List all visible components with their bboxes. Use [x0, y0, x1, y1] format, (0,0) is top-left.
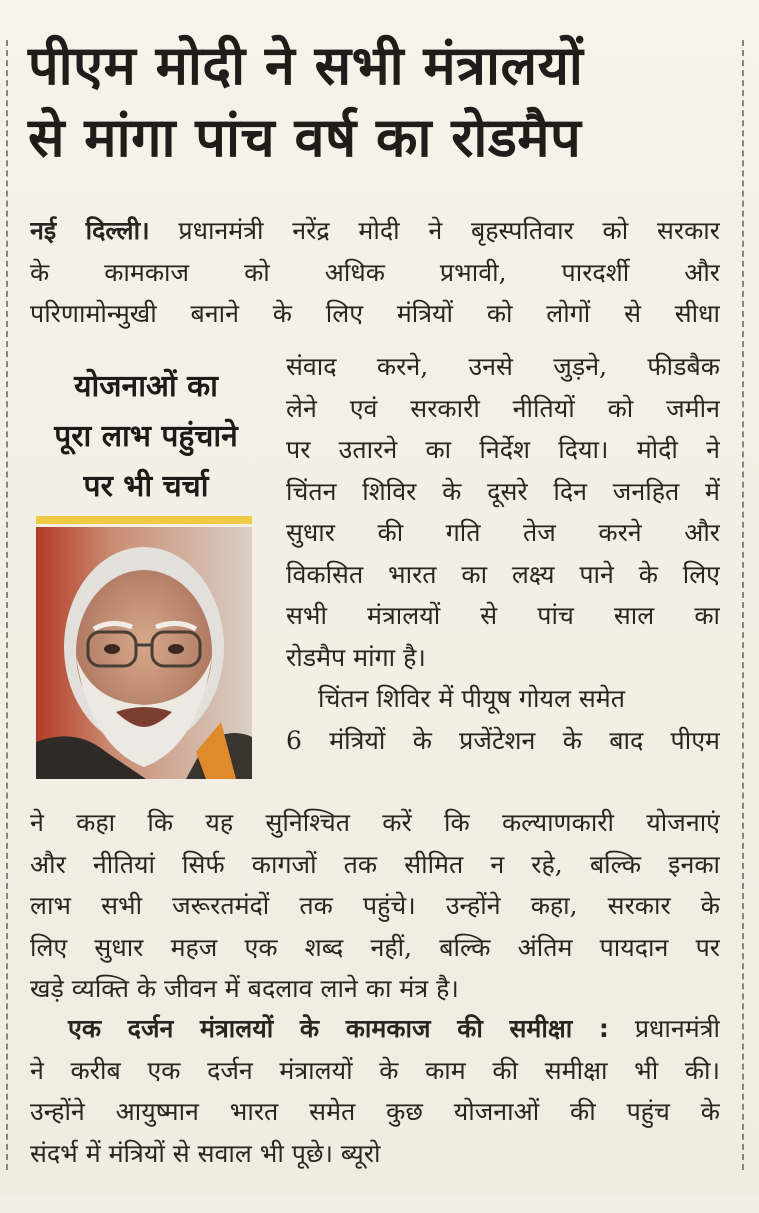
- paragraph-intro-line-2: के कामकाज को अधिक प्रभावी, पारदर्शी और: [30, 257, 720, 287]
- photo-top-rule: [36, 516, 252, 524]
- paragraph-review-line-1: प्रधानमंत्री: [634, 1014, 720, 1043]
- column-text: [286, 346, 720, 761]
- dateline: नई दिल्ली।: [30, 216, 150, 245]
- headline-line-2: से मांगा पांच वर्ष का रोडमैप: [28, 106, 582, 169]
- left-column-rule: [6, 40, 8, 1170]
- paragraph-continued-line-3: लाभ सभी जरूरतमंदों तक पहुंचे। उन्होंने कहा, सरकार के: [30, 891, 720, 920]
- paragraph-intro: [30, 210, 720, 335]
- column-line-1: संवाद करने, उनसे जुड़ने, फीडबैक: [286, 352, 720, 381]
- headline-line-1: पीएम मोदी ने सभी मंत्रालयों: [28, 34, 584, 97]
- column-line-5: सुधार की गति तेज करने और: [286, 518, 720, 547]
- right-column-rule: [742, 40, 744, 1170]
- column-line-3: पर उतारने का निर्देश दिया। मोदी ने: [286, 435, 720, 464]
- review-subhead: एक दर्जन मंत्रालयों के कामकाज की समीक्षा :: [68, 1014, 609, 1043]
- column-line-9: चिंतन शिविर में पीयूष गोयल समेत: [318, 684, 625, 713]
- paragraph-review-line-2: ने करीब एक दर्जन मंत्रालयों के काम की समीक्षा भी की।: [30, 1055, 720, 1085]
- pull-quote-line-1: योजनाओं का: [74, 369, 218, 404]
- pull-quote-line-3: पर भी चर्चा: [83, 469, 209, 504]
- column-line-6: विकसित भारत का लक्ष्य पाने के लिए: [286, 559, 720, 589]
- column-line-7: सभी मंत्रालयों से पांच साल का: [286, 601, 720, 630]
- pull-quote-line-2: पूरा लाभ पहुंचाने: [54, 419, 238, 454]
- portrait-photo: [36, 527, 252, 779]
- paragraph-continued-line-1: ने कहा कि यह सुनिश्चित करें कि कल्याणकारी योजनाएं: [30, 808, 720, 837]
- paragraph-continued: [30, 802, 720, 1010]
- paragraph-review-line-4: संदर्भ में मंत्रियों से सवाल भी पूछे। ब्यूरो: [30, 1138, 381, 1168]
- paragraph-continued-line-4: लिए सुधार महज एक शब्द नहीं, बल्कि अंतिम पायदान पर: [30, 932, 720, 962]
- column-line-10: 6 मंत्रियों के प्रजेंटेशन के बाद पीएम: [286, 725, 720, 755]
- paragraph-continued-line-2: और नीतियां सिर्फ कागजों तक सीमित न रहे, बल्कि इनका: [30, 849, 720, 879]
- column-line-4: चिंतन शिविर के दूसरे दिन जनहित में: [286, 476, 720, 506]
- paragraph-intro-line-1: प्रधानमंत्री नरेंद्र मोदी ने बृहस्पतिवार को सरकार: [178, 216, 720, 245]
- column-line-2: लेने एवं सरकारी नीतियों को जमीन: [286, 393, 720, 423]
- paragraph-review: [30, 1008, 720, 1174]
- paragraph-review-line-3: उन्होंने आयुष्मान भारत समेत कुछ योजनाओं की पहुंच के: [30, 1097, 720, 1126]
- bottom-edge: [0, 1196, 759, 1213]
- pull-quote: [30, 362, 262, 512]
- paragraph-intro-line-3: परिणामोन्मुखी बनाने के लिए मंत्रियों को लोगों से सीधा: [30, 299, 720, 328]
- paragraph-continued-line-5: खड़े व्यक्ति के जीवन में बदलाव लाने का मंत्र है।: [30, 974, 459, 1003]
- headline: [28, 30, 728, 174]
- column-line-8: रोडमैप मांगा है।: [286, 642, 426, 672]
